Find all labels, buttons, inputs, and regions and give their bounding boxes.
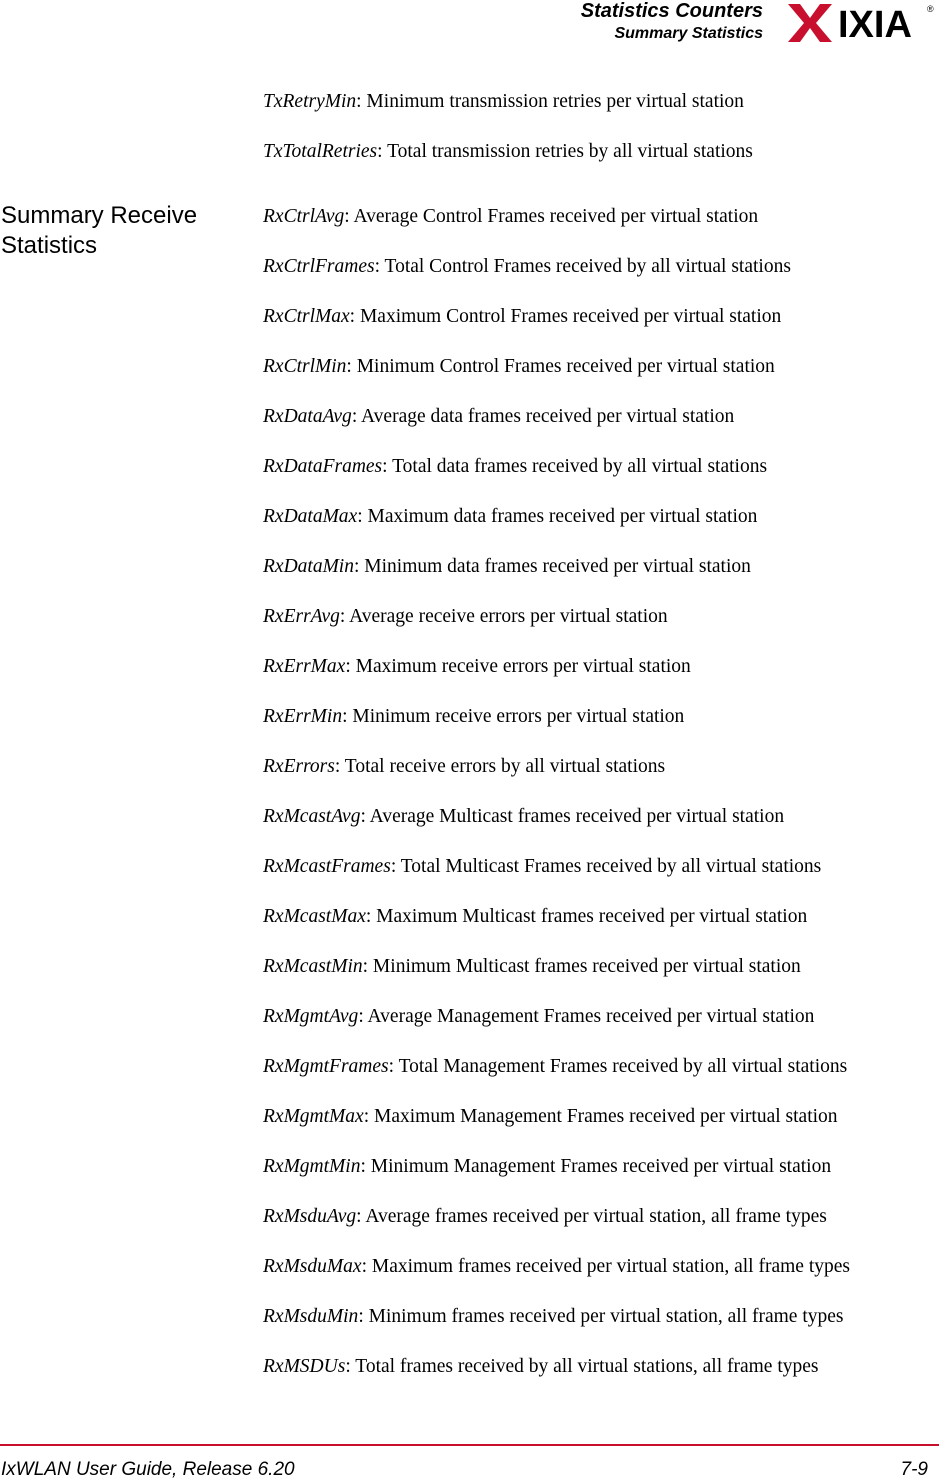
definition-description: : Total Management Frames received by all virtual stations xyxy=(388,1056,848,1077)
definition-item xyxy=(263,1305,844,1329)
header-section-title: Summary Statistics xyxy=(614,25,763,42)
definition-description: : Maximum frames received per virtual station, all frame types xyxy=(361,1256,850,1277)
definition-term: RxMsduAvg xyxy=(263,1206,357,1227)
definition-item xyxy=(263,955,801,979)
definition-description: : Total Control Frames received by all virtual stations xyxy=(374,256,791,277)
definition-term: RxErrMax xyxy=(263,656,346,677)
definition-term: RxDataFrames xyxy=(263,456,383,477)
definition-description: : Total transmission retries by all virtual stations xyxy=(377,141,753,162)
definition-item xyxy=(263,805,784,829)
definition-term: RxMgmtFrames xyxy=(263,1056,389,1077)
definition-term: RxMsduMax xyxy=(263,1256,362,1277)
definition-term: RxCtrlFrames xyxy=(263,256,375,277)
definition-description: : Maximum Management Frames received per virtual station xyxy=(363,1106,838,1127)
definition-term: RxMgmtMax xyxy=(263,1106,364,1127)
definition-item xyxy=(263,455,767,479)
definition-description: : Maximum data frames received per virtual station xyxy=(357,506,758,527)
definition-term: RxMSDUs xyxy=(263,1356,346,1377)
definition-term: RxDataAvg xyxy=(263,406,352,427)
definition-term: RxCtrlMax xyxy=(263,306,350,327)
definition-item xyxy=(263,305,781,329)
definition-item xyxy=(263,1255,850,1279)
definition-term: RxDataMax xyxy=(263,506,358,527)
definition-item xyxy=(263,755,665,779)
definition-description: : Average receive errors per virtual station xyxy=(339,606,668,627)
definition-term: RxCtrlAvg xyxy=(263,206,345,227)
definition-term: RxErrMin xyxy=(263,706,343,727)
definition-item xyxy=(263,605,668,629)
definition-description: : Minimum Management Frames received per virtual station xyxy=(360,1156,832,1177)
definition-item xyxy=(263,1055,847,1079)
definition-item xyxy=(263,140,753,164)
definition-description: : Minimum transmission retries per virtual station xyxy=(356,91,744,112)
definition-description: : Average Management Frames received per virtual station xyxy=(358,1006,815,1027)
definition-description: : Total data frames received by all virtual stations xyxy=(382,456,768,477)
running-header xyxy=(581,0,763,44)
definition-description: : Total frames received by all virtual stations, all frame types xyxy=(345,1356,819,1377)
definition-description: : Maximum Control Frames received per virtual station xyxy=(349,306,782,327)
definition-description: : Minimum receive errors per virtual station xyxy=(342,706,685,727)
definition-item xyxy=(263,1105,838,1129)
ixia-x-logo-icon xyxy=(786,0,936,46)
definition-term: RxMsduMin xyxy=(263,1306,359,1327)
definition-item xyxy=(263,705,684,729)
definition-description: : Minimum Control Frames received per virtual station xyxy=(346,356,775,377)
definition-term: RxErrAvg xyxy=(263,606,340,627)
definition-term: RxDataMin xyxy=(263,556,354,577)
definition-term: RxErrors xyxy=(263,756,335,777)
definition-description: : Maximum receive errors per virtual station xyxy=(345,656,691,677)
definition-description: : Average Control Frames received per virtual station xyxy=(344,206,759,227)
definition-item xyxy=(263,355,775,379)
footer-guide-title: IxWLAN User Guide, Release 6.20 xyxy=(1,1459,295,1480)
definition-item xyxy=(263,1205,827,1229)
registered-mark: ® xyxy=(927,4,934,14)
definition-term: RxMcastFrames xyxy=(263,856,391,877)
definition-item xyxy=(263,405,734,429)
definition-description: : Maximum Multicast frames received per virtual station xyxy=(365,906,808,927)
header-chapter-title: Statistics Counters xyxy=(580,0,763,22)
definition-description: : Minimum Multicast frames received per virtual station xyxy=(362,956,801,977)
definition-term: RxMgmtMin xyxy=(263,1156,361,1177)
definition-term: RxMcastMax xyxy=(263,906,366,927)
section-heading: Summary Receive Statistics xyxy=(1,202,198,259)
footer-page-number: 7-9 xyxy=(900,1459,928,1480)
footer-rule xyxy=(0,1444,939,1446)
definition-description: : Average frames received per virtual station, all frame types xyxy=(356,1206,827,1227)
definition-term: RxMgmtAvg xyxy=(263,1006,359,1027)
definition-item xyxy=(263,205,758,229)
definition-item xyxy=(263,555,751,579)
definition-description: : Total receive errors by all virtual stations xyxy=(334,756,666,777)
definition-item xyxy=(263,1355,819,1379)
definition-description: : Minimum data frames received per virtual station xyxy=(353,556,751,577)
definition-term: TxTotalRetries xyxy=(263,141,378,162)
definition-description: : Average Multicast frames received per virtual station xyxy=(360,806,785,827)
definition-item xyxy=(263,905,807,929)
definition-item xyxy=(263,855,821,879)
definition-item xyxy=(263,505,757,529)
definition-item xyxy=(263,255,791,279)
definition-item xyxy=(263,1155,831,1179)
logo-wordmark: IXIA xyxy=(838,4,912,46)
definition-description: : Average data frames received per virtual station xyxy=(351,406,735,427)
definition-term: RxMcastAvg xyxy=(263,806,361,827)
definition-item xyxy=(263,90,744,114)
definition-term: RxCtrlMin xyxy=(263,356,347,377)
definition-item xyxy=(263,1005,814,1029)
definition-term: TxRetryMin xyxy=(263,91,357,112)
definition-description: : Minimum frames received per virtual station, all frame types xyxy=(358,1306,844,1327)
definition-item xyxy=(263,655,691,679)
definition-term: RxMcastMin xyxy=(263,956,363,977)
definition-description: : Total Multicast Frames received by all virtual stations xyxy=(390,856,822,877)
